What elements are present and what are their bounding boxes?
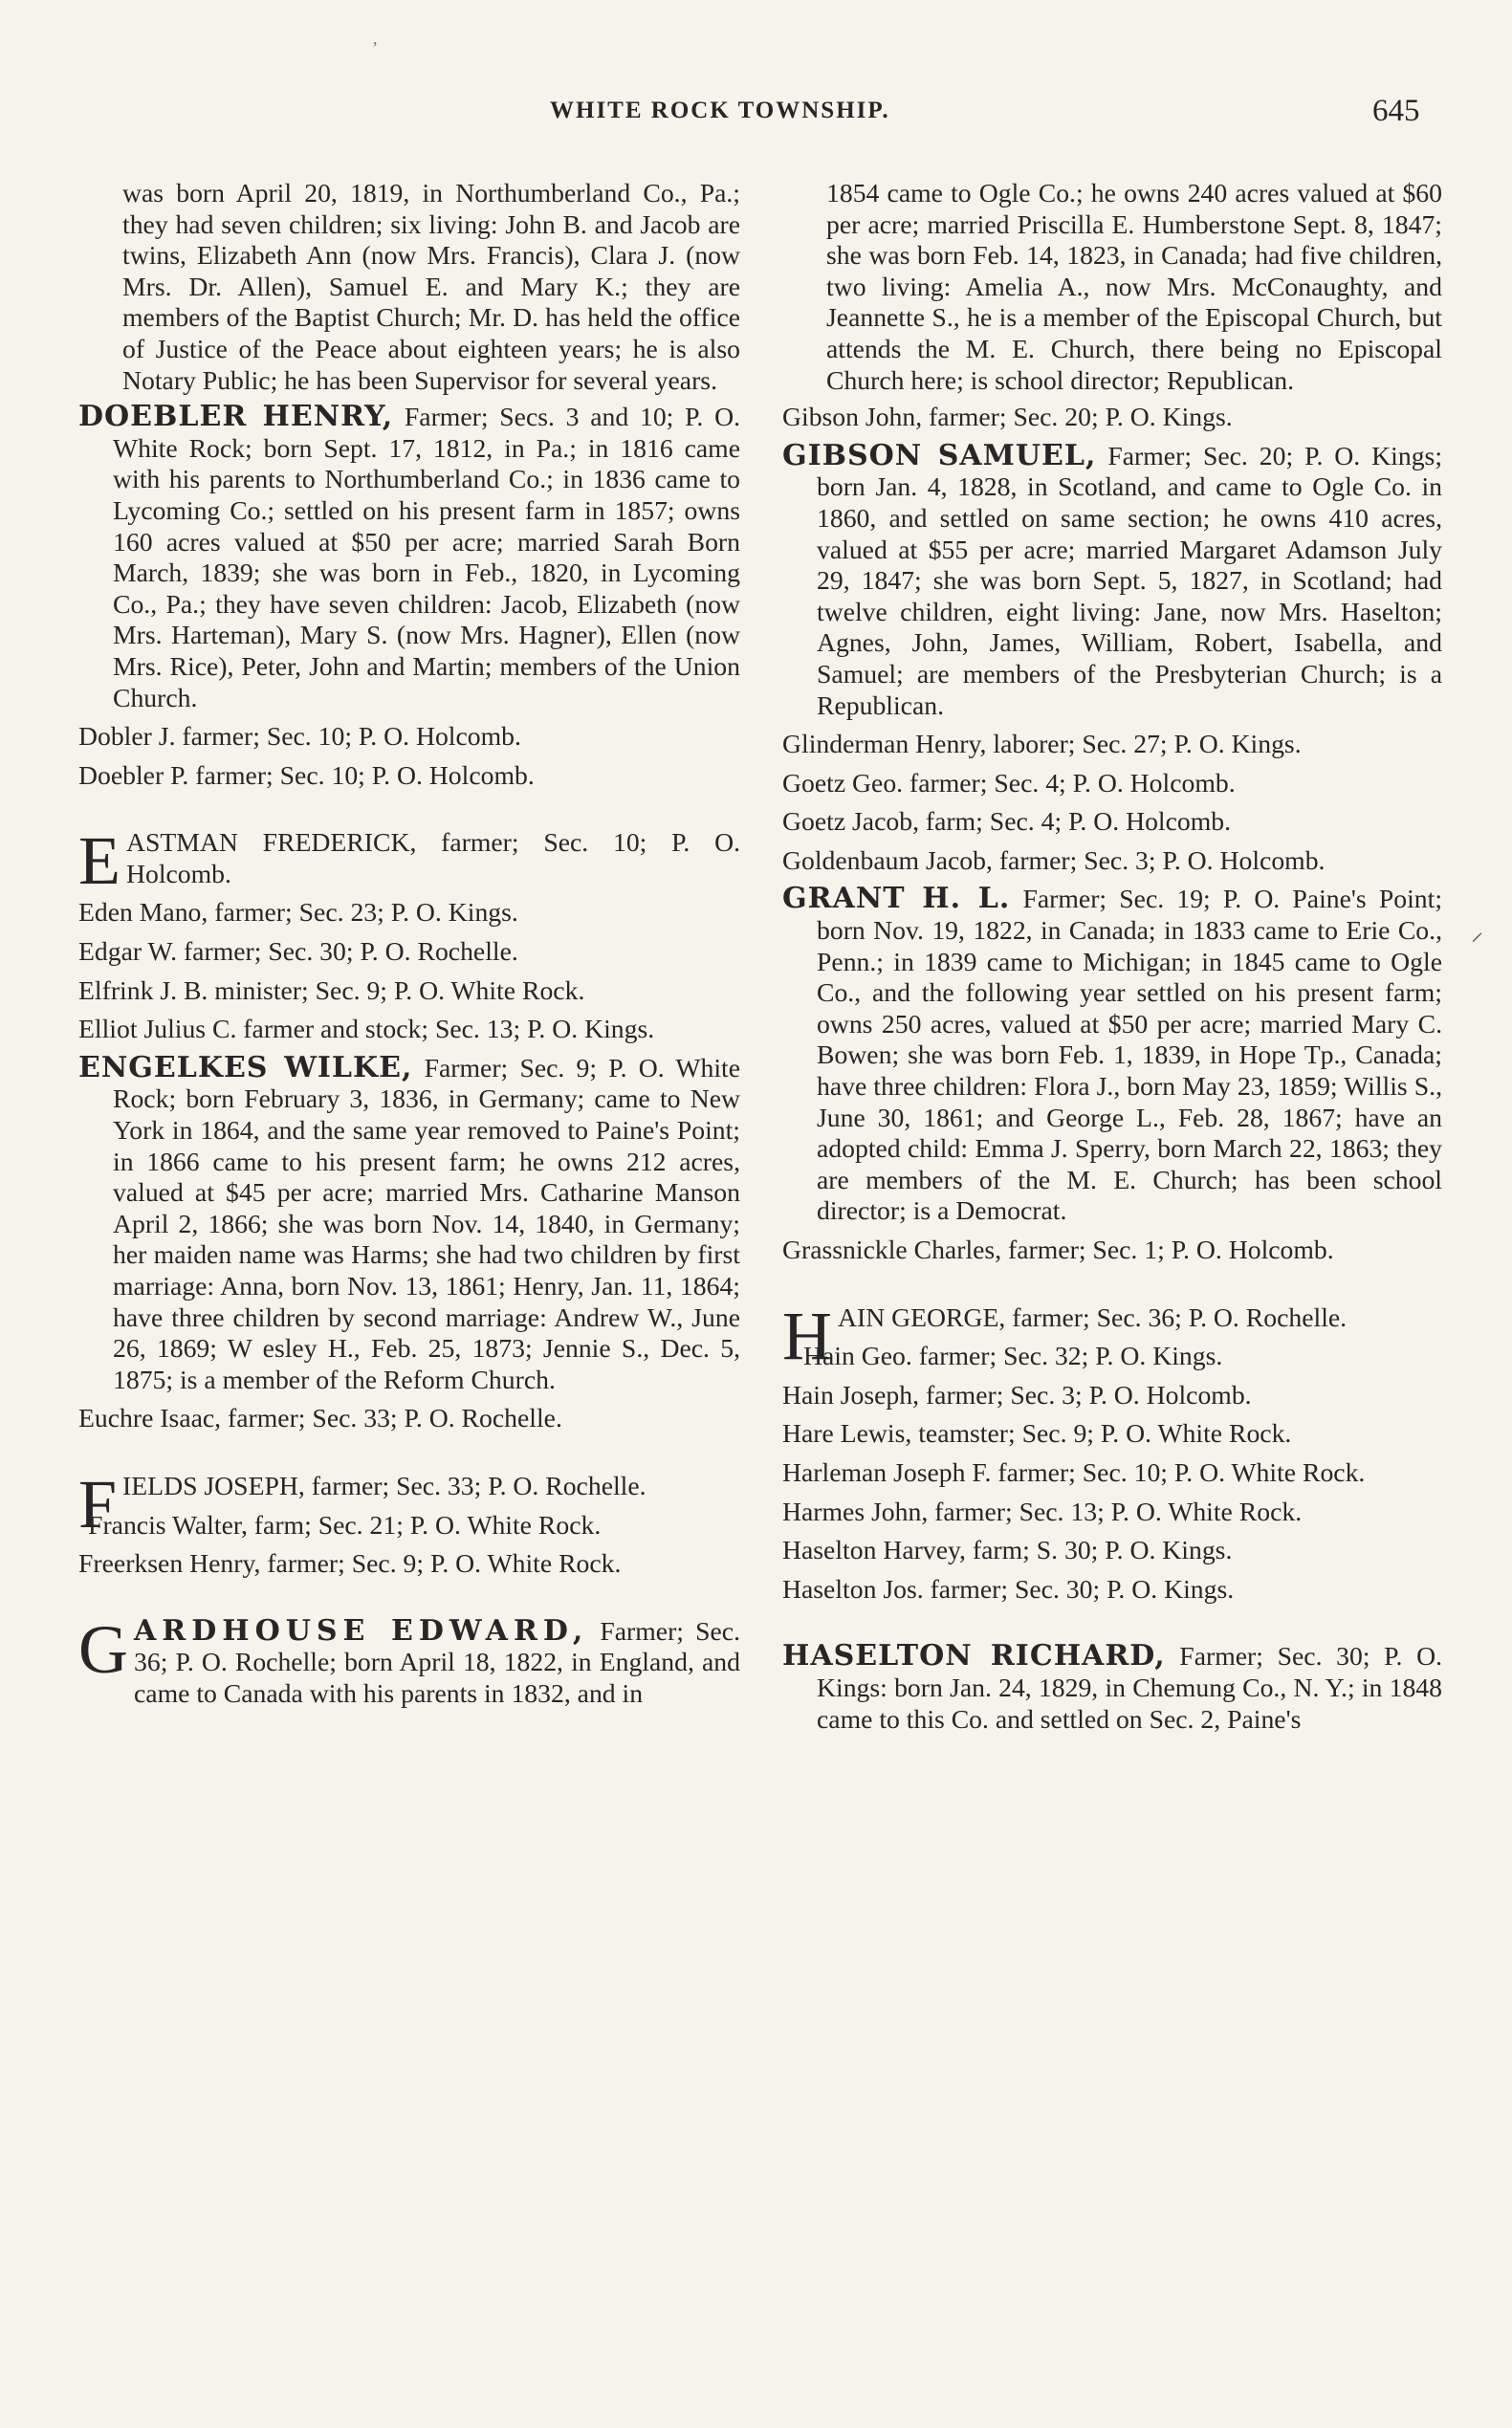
entry-name: GRANT H. L. — [782, 882, 1011, 916]
entry-doebler-p: Doebler P. farmer; Sec. 10; P. O. Holcomb. — [78, 759, 535, 790]
entry-doebler-henry: DOEBLER HENRY, Farmer; Secs. 3 and 10; P. O. White Rock; born Sept. 17, 1812, in Pa.; in 1816 came with his parents to Northumberland Co.; in 1836 came to Lycoming Co.; settled on his present farm in 1857; owns 160 acres valued at $50 per acre; married Sarah Born March, 1839; she was born in Feb., 1820, in Lycoming Co., Pa.; they have seven children: Jacob, Elizabeth (now Mrs. Harteman), Mary S. (now Mrs. Hagner), Ellen (now Mrs. Rice), Peter, John and Martin; members of the Union Church. — [78, 400, 740, 712]
entry-goetz-jacob: Goetz Jacob, farm; Sec. 4; P. O. Holcomb. — [782, 806, 1232, 837]
entry-name: GIBSON SAMUEL, — [782, 438, 1097, 472]
entry-name: ENGELKES WILKE, — [78, 1050, 413, 1084]
entry-francis: Francis Walter, farm; Sec. 21; P. O. White Rock. — [88, 1509, 602, 1540]
entry-fields-joseph: FIELDS JOSEPH, farmer; Sec. 33; P. O. Rochelle. — [78, 1465, 646, 1542]
entry-dobler-j: Dobler J. farmer; Sec. 10; P. O. Holcomb. — [78, 721, 521, 752]
drop-cap: G — [78, 1610, 128, 1688]
entry-eden: Eden Mano, farmer; Sec. 23; P. O. Kings. — [78, 897, 518, 928]
entry-haselton-jos: Haselton Jos. farmer; Sec. 30; P. O. Kings. — [782, 1573, 1235, 1604]
left-column — [78, 178, 740, 1717]
print-mark: , — [373, 29, 378, 48]
drop-cap: H — [782, 1297, 832, 1374]
right-column — [782, 178, 1442, 1742]
entry-engelkes-wilke: ENGELKES WILKE, Farmer; Sec. 9; P. O. White Rock; born February 3, 1836, in Germany; came to New York in 1864, and the same year removed to Paine's Point; in 1866 came to his present farm; he owns 212 acres, valued at $45 per acre; married Mrs. Catharine Manson April 2, 1866; she was born Nov. 14, 1840, in Germany; her maiden name was Harms; she had two children by first marriage: Anna, born Nov. 13, 1861; Henry, Jan. 11, 1864; have three children by second marriage: Andrew W., June 26, 1869; W esley H., Feb. 25, 1873; Jennie S., Dec. 5, 1875; is a member of the Reform Church. — [78, 1050, 740, 1394]
entry-gibson-samuel: GIBSON SAMUEL, Farmer; Sec. 20; P. O. Kings; born Jan. 4, 1828, in Scotland, and came to Ogle Co. in 1860, and settled on same section; he owns 410 acres, valued at $55 per acre; married Margaret Adamson July 29, 1847; she was born Sept. 5, 1827, in Scotland; had twelve children, eight living: Jane, now Mrs. Haselton; Agnes, John, James, William, Robert, Isabella, and Samuel; are members of the Presbyterian Church; is a Republican. — [782, 438, 1443, 720]
entry-freerksen: Freerksen Henry, farmer; Sec. 9; P. O. White Rock. — [78, 1548, 622, 1579]
page-number: 645 — [1372, 94, 1420, 128]
entry-harleman: Harleman Joseph F. farmer; Sec. 10; P. O. White Rock. — [782, 1456, 1366, 1487]
running-head — [0, 94, 1512, 132]
entry-name: DOEBLER HENRY, — [78, 400, 394, 434]
entry-euchre: Euchre Isaac, farmer; Sec. 33; P. O. Rochelle. — [78, 1403, 562, 1433]
entry-goetz-geo: Goetz Geo. farmer; Sec. 4; P. O. Holcomb. — [782, 767, 1236, 798]
entry-haselton-harvey: Haselton Harvey, farm; S. 30; P. O. Kings. — [782, 1535, 1233, 1565]
entry-grant-h-l: GRANT H. L. Farmer; Sec. 19; P. O. Paine's Point; born Nov. 19, 1822, in Canada; in 1833 came to Erie Co., Penn.; in 1839 came to Michigan; in 1845 came to Ogle Co., and the following year settled on his present farm; owns 250 acres, valued at $50 per acre; married Mary C. Bowen; she was born Feb. 1, 1839, in Hope Tp., Canada; have three children: Flora J., born May 23, 1859; Willis S., June 30, 1861; and George L., Feb. 28, 1867; have an adopted child: Emma J. Sperry, born March 22, 1863; they are members of the M. E. Church; has been school director; is a Democrat. — [782, 882, 1443, 1226]
entry-continuation: was born April 20, 1819, in Northumberland Co., Pa.; they had seven children; six living: John B. and Jacob are twins, Elizabeth Ann (now Mrs. Francis), Clara J. (now Mrs. Dr. Allen), Samuel E. and Mary K.; they are members of the Baptist Church; Mr. D. has held the office of Justice of the Peace about eighteen years; he is also Notary Public; he has been Supervisor for several years. — [122, 178, 740, 395]
entry-hain-geo: Hain Geo. farmer; Sec. 32; P. O. Kings. — [803, 1341, 1223, 1371]
entry-eastman-frederick: EASTMAN FREDERICK, farmer; Sec. 10; P. O. Holcomb. — [78, 822, 740, 900]
entry-hain-joseph: Hain Joseph, farmer; Sec. 3; P. O. Holcomb. — [782, 1379, 1252, 1410]
entry-gibson-john: Gibson John, farmer; Sec. 20; P. O. Kings. — [782, 402, 1233, 432]
entry-elfrink: Elfrink J. B. minister; Sec. 9; P. O. White Rock. — [78, 974, 585, 1005]
entry-glinderman: Glinderman Henry, laborer; Sec. 27; P. O. Kings. — [782, 729, 1302, 759]
drop-cap: F — [78, 1465, 118, 1542]
entry-harmes: Harmes John, farmer; Sec. 13; P. O. White Rock. — [782, 1496, 1303, 1526]
running-title: WHITE ROCK TOWNSHIP. — [550, 98, 890, 123]
entry-hare: Hare Lewis, teamster; Sec. 9; P. O. White Rock. — [782, 1418, 1292, 1449]
entry-continuation: 1854 came to Ogle Co.; he owns 240 acres valued at $60 per acre; married Priscilla E. Humberstone Sept. 8, 1847; she was born Feb. 14, 1823, in Canada; had five children, two living: Amelia A., now Mrs. McConaughty, and Jeannette S., he is a member of the Episcopal Church, but attends the M. E. Church, there being no Episcopal Church here; is school director; Republican. — [826, 178, 1442, 395]
entry-hain-george: HAIN GEORGE, farmer; Sec. 36; P. O. Rochelle. — [782, 1297, 1348, 1374]
entry-goldenbaum: Goldenbaum Jacob, farmer; Sec. 3; P. O. Holcomb. — [782, 844, 1326, 875]
entry-elliot: Elliot Julius C. farmer and stock; Sec. 13; P. O. Kings. — [78, 1014, 655, 1044]
entry-grassnickle: Grassnickle Charles, farmer; Sec. 1; P. O. Holcomb. — [782, 1235, 1334, 1264]
margin-mark: ⸝ — [1471, 918, 1484, 946]
entry-name: ARDHOUSE EDWARD, — [134, 1613, 589, 1648]
entry-edgar: Edgar W. farmer; Sec. 30; P. O. Rochelle. — [78, 936, 518, 967]
entry-name: HASELTON RICHARD, — [782, 1639, 1166, 1673]
entry-gardhouse-edward: GARDHOUSE EDWARD, Farmer; Sec. 36; P. O. Rochelle; born April 18, 1822, in England, and came to Canada with his parents in 1832, and in — [78, 1610, 740, 1708]
drop-cap: E — [78, 822, 121, 900]
entry-haselton-richard: HASELTON RICHARD, Farmer; Sec. 30; P. O. Kings: born Jan. 24, 1829, in Chemung Co., N. Y.; in 1848 came to this Co. and settled on Sec. 2, Paine's — [782, 1639, 1442, 1734]
